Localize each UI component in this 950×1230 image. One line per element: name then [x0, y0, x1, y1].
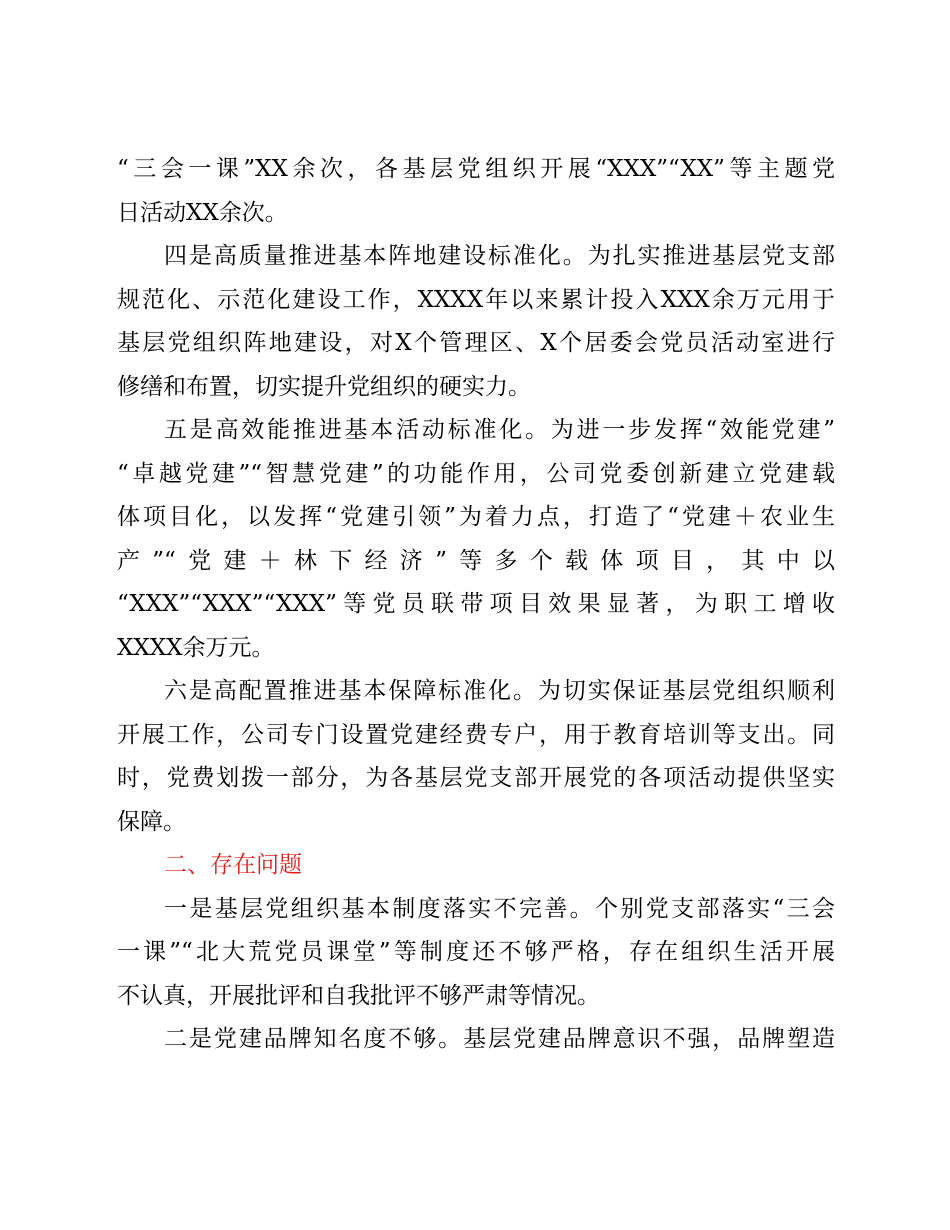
paragraph-line: 开展工作，公司专门设置党建经费专户，用于教育培训等支出。同	[117, 721, 835, 748]
paragraph-line: 规范化、示范化建设工作，XXXX年以来累计投入XXX余万元用于	[117, 286, 835, 313]
paragraph-line: 体项目化，以发挥“党建引领”为着力点，打造了“党建＋农业生	[117, 504, 835, 530]
paragraph-line: 二是党建品牌知名度不够。基层党建品牌意识不强，品牌塑造	[164, 1026, 835, 1052]
paragraph-line: 五是高效能推进基本活动标准化。为进一步发挥“效能党建”	[164, 417, 835, 443]
paragraph-line: 不认真，开展批评和自我批评不够严肃等情况。	[117, 982, 600, 1009]
paragraph-line: 保障。	[117, 808, 186, 835]
document-body	[117, 148, 835, 1062]
paragraph-line: “XXX”“XXX”“XXX”等党员联带项目效果显著，为职工增收	[117, 591, 835, 617]
paragraph-line: 一课”“北大荒党员课堂”等制度还不够严格，存在组织生活开展	[117, 939, 835, 965]
paragraph-line: 基层党组织阵地建设，对X个管理区、X个居委会党员活动室进行	[117, 330, 835, 356]
section-heading: 二、存在问题	[164, 852, 302, 878]
paragraph-line: 一是基层党组织基本制度落实不完善。个别党支部落实“三会	[164, 895, 835, 922]
paragraph-line: 日活动XX余次。	[117, 199, 288, 226]
paragraph-line: “卓越党建”“智慧党建”的功能作用，公司党委创新建立党建载	[117, 460, 835, 487]
paragraph-line: 修缮和布置，切实提升党组织的硬实力。	[117, 373, 531, 400]
paragraph-line: 六是高配置推进基本保障标准化。为切实保证基层党组织顺利	[164, 678, 835, 704]
paragraph-line: “三会一课”XX余次，各基层党组织开展“XXX”“XX”等主题党	[117, 156, 835, 182]
paragraph-line: 时，党费划拨一部分，为各基层党支部开展党的各项活动提供坚实	[117, 765, 835, 791]
paragraph-line: XXXX余万元。	[117, 634, 275, 661]
paragraph-line: 产”“党建＋林下经济”等多个载体项目，其中以	[117, 547, 835, 574]
paragraph-line: 四是高质量推进基本阵地建设标准化。为扎实推进基层党支部	[164, 243, 835, 269]
